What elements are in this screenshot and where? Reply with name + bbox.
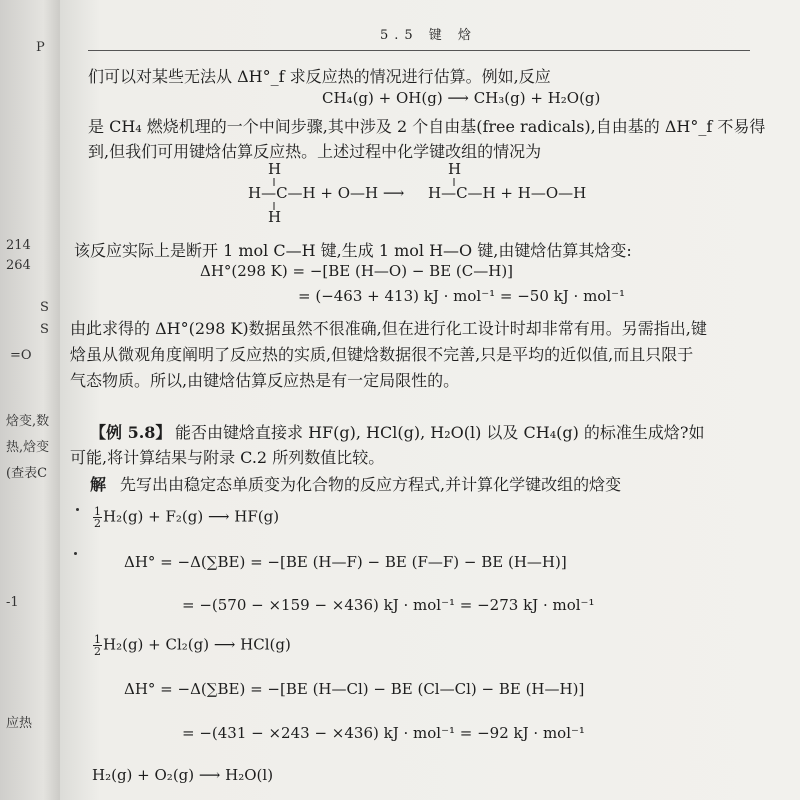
text-line: 气态物质。所以,由键焓估算反应热是有一定局限性的。	[70, 371, 460, 390]
example-label: 【例 5.8】	[90, 423, 172, 442]
equation: ΔH°(298 K) = −[BE (H—O) − BE (C—H)]	[200, 262, 514, 280]
solution-label: 解	[90, 475, 107, 494]
prev-page-text: S	[40, 300, 49, 315]
equation-hf-1: ΔH° = −Δ(∑BE) = −[BE (H—F) − BE (F—F) − BE (H—H)]	[124, 553, 567, 571]
atom-label: H	[268, 208, 282, 226]
prev-page-text: -1	[6, 595, 19, 610]
bond-structure-left: H—C—H + O—H ⟶	[248, 184, 405, 202]
prev-page-text: 热,焓变	[6, 440, 50, 455]
prev-page-text: 214	[6, 238, 31, 253]
margin-dot	[74, 552, 77, 555]
prev-page-text: 应热	[6, 716, 33, 731]
text-line: 焓虽从微观角度阐明了反应热的实质,但键焓数据很不完善,只是平均的近似值,而且只限于	[70, 345, 694, 364]
fraction: $\frac{1}{2}$	[94, 505, 101, 530]
text-line: 们可以对某些无法从 ΔH°_f 求反应热的情况进行估算。例如,反应	[88, 67, 551, 86]
atom-label: H	[268, 160, 282, 178]
prev-page-text: S	[40, 322, 49, 337]
equation-hcl-2: = −(431 − ×243 − ×436) kJ · mol⁻¹ = −92 kJ · mol⁻¹	[182, 724, 585, 742]
reaction-hf: $\frac{1}{2}$ H₂(g) + F₂(g) ⟶ HF(g)	[94, 505, 280, 530]
reaction-h2o: H₂(g) + O₂(g) ⟶ H₂O(l)	[92, 766, 274, 784]
prev-page-text: 焓变,数	[6, 414, 50, 429]
prev-page-text: 264	[6, 258, 31, 273]
text-line: 该反应实际上是断开 1 mol C—H 键,生成 1 mol H—O 键,由键焓估算其焓变:	[74, 241, 632, 260]
header-rule	[88, 50, 750, 51]
prev-page-text: P	[36, 40, 45, 55]
previous-page-edge	[0, 0, 62, 800]
prev-page-text: =O	[10, 348, 32, 363]
text-line: 先写出由稳定态单质变为化合物的反应方程式,并计算化学键改组的焓变	[120, 475, 622, 494]
reaction-equation: CH₄(g) + OH(g) ⟶ CH₃(g) + H₂O(g)	[322, 89, 601, 107]
vertical-bond-line	[452, 178, 456, 190]
equation-hcl-1: ΔH° = −Δ(∑BE) = −[BE (H—Cl) − BE (Cl—Cl) − BE (H—H)]	[124, 680, 585, 698]
atom-label: H	[448, 160, 462, 178]
text-line: 能否由键焓直接求 HF(g), HCl(g), H₂O(l) 以及 CH₄(g) 的标准生成焓?如	[175, 423, 705, 442]
margin-dot	[76, 508, 79, 511]
reaction-hcl: $\frac{1}{2}$ H₂(g) + Cl₂(g) ⟶ HCl(g)	[94, 633, 291, 658]
prev-page-text: (查表C	[6, 466, 48, 481]
equation: = (−463 + 413) kJ · mol⁻¹ = −50 kJ · mol⁻¹	[298, 287, 626, 305]
bond-structure-right: H—C—H + H—O—H	[428, 184, 587, 202]
text-line: 是 CH₄ 燃烧机理的一个中间步骤,其中涉及 2 个自由基(free radicals),自由基的 ΔH°_f 不易得	[88, 117, 766, 136]
fraction: $\frac{1}{2}$	[94, 633, 101, 658]
running-head: 5.5 键 焓	[380, 28, 477, 43]
text-line: 到,但我们可用键焓估算反应热。上述过程中化学键改组的情况为	[88, 142, 542, 161]
equation-hf-2: = −(570 − ×159 − ×436) kJ · mol⁻¹ = −273 kJ · mol⁻¹	[182, 596, 595, 614]
text-line: 可能,将计算结果与附录 C.2 所列数值比较。	[70, 448, 385, 467]
text-line: 由此求得的 ΔH°(298 K)数据虽然不很准确,但在进行化工设计时却非常有用。另需指出,键	[70, 319, 707, 338]
vertical-bond-lines	[272, 178, 276, 218]
